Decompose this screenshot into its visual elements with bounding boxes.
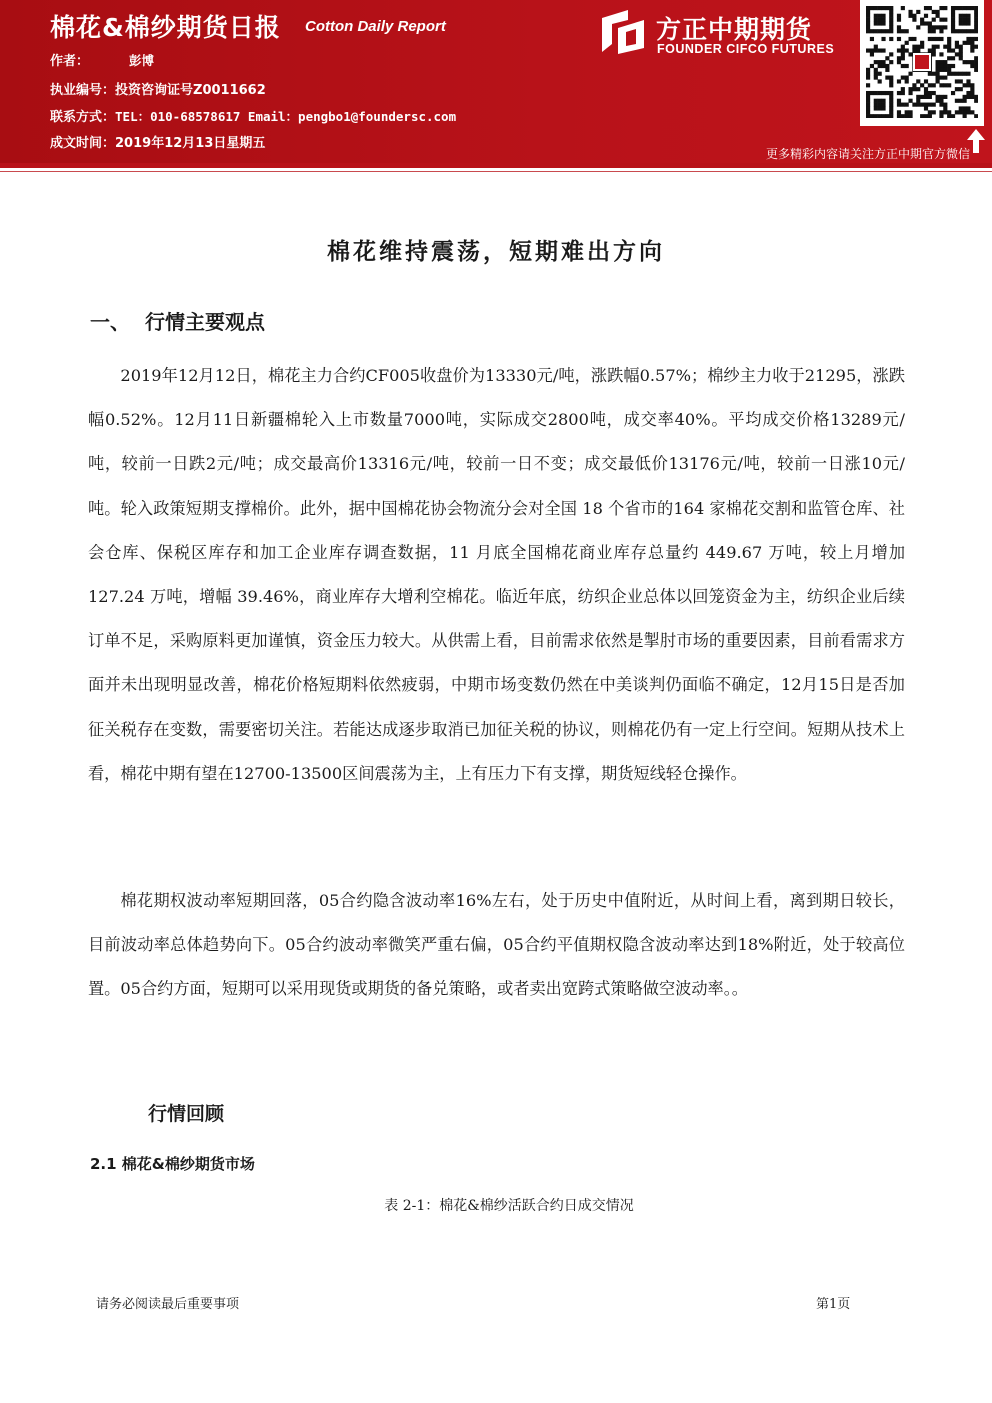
logo-name-en: FOUNDER CIFCO FUTURES (657, 42, 835, 56)
main-view-paragraph: 2019年12月12日，棉花主力合约CF005收盘价为13330元/吨，涨跌幅0.57%；棉纱主力收于21295，涨跌幅0.52%。12月11日新疆棉轮入上市数量7000吨，实际成交2800吨，成交率40%。平均成交价格13289元/吨，较前一日跌2元/吨；成交最高价13316元/吨，较前一日不变；成交最低价13176元/吨，较前一日涨10元/吨。轮入政策短期支撑棉价。此外，据中国棉花协会物流分会对全国 18 个省市的164 家棉花交割和监管仓库、社会仓库、保税区库存和加工企业库存调查数据，11 月底全国棉花商业库存总量约 449.67 万吨，较上月增加 127.24 万吨，增幅 39.46%，商业库存大增利空棉花。临近年底，纺织企业总体以回笼资金为主，纺织企业后续订单不足，采购原料更加谨慎，资金压力较大。从供需上看，目前需求依然是掣肘市场的重要因素，目前看需求方面并未出现明显改善，棉花价格短期料依然疲弱，中期市场变数仍然在中美谈判仍面临不确定，12月15日是否加征关税存在变数，需要密切关注。若能达成逐步取消已加征关税的协议，则棉花仍有一定上行空间。短期从技术上看，棉花中期有望在12700-13500区间震荡为主，上有压力下有支撑，期货短线轻仓操作。 (88, 366, 905, 783)
subsection-heading-2-1: 2.1 棉花&棉纱期货市场 (90, 1155, 255, 1173)
report-title-en: Cotton Daily Report (305, 18, 446, 35)
header-thin-divider (0, 171, 992, 172)
license-label: 执业编号： (50, 83, 116, 98)
author-label: 作者： (50, 54, 90, 69)
author-row (50, 50, 154, 70)
license-value: 投资咨询证号Z0011662 (115, 83, 266, 98)
section-title: 行情主要观点 (145, 310, 265, 334)
license-row (50, 79, 266, 99)
report-title: 棉花&棉纱期货日报 (50, 13, 281, 42)
wechat-qr-code (860, 0, 984, 126)
section-heading-1 (90, 306, 265, 335)
document-title: 棉花维持震荡，短期难出方向 (327, 239, 665, 265)
options-paragraph: 棉花期权波动率短期回落，05合约隐含波动率16%左右，处于历史中值附近，从时间上看，离到期日较长，目前波动率总体趋势向下。05合约波动率微笑严重右偏，05合约平值期权隐含波动率达到18%附近，处于较高位置。05合约方面，短期可以采用现货或期货的备兑策略，或者卖出宽跨式策略做空波动率。。 (88, 891, 905, 999)
contact-value: TEL：010-68578617 Email：pengbo1@foundersc.com (115, 109, 457, 124)
date-row (50, 132, 265, 152)
founder-logo-icon (600, 8, 648, 56)
section-number: 一、 (90, 310, 130, 334)
contact-label: 联系方式： (50, 110, 116, 125)
company-logo (600, 8, 850, 58)
logo-name-cn: 方正中期期货 (656, 15, 813, 44)
header-divider (0, 163, 992, 168)
author-name: 彭博 (129, 53, 155, 68)
page-number: 第1页 (816, 1297, 851, 1312)
date-label: 成文时间： (50, 136, 116, 151)
contact-row (50, 106, 456, 126)
footer-notice: 请务必阅读最后重要事项 (96, 1297, 240, 1312)
report-header (0, 0, 992, 163)
wechat-follow-note: 更多精彩内容请关注方正中期官方微信 (765, 147, 970, 161)
date-value: 2019年12月13日星期五 (115, 136, 266, 151)
section-heading-2: 行情回顾 (148, 1103, 225, 1125)
table-caption: 表 2-1：棉花&棉纱活跃合约日成交情况 (384, 1198, 634, 1214)
